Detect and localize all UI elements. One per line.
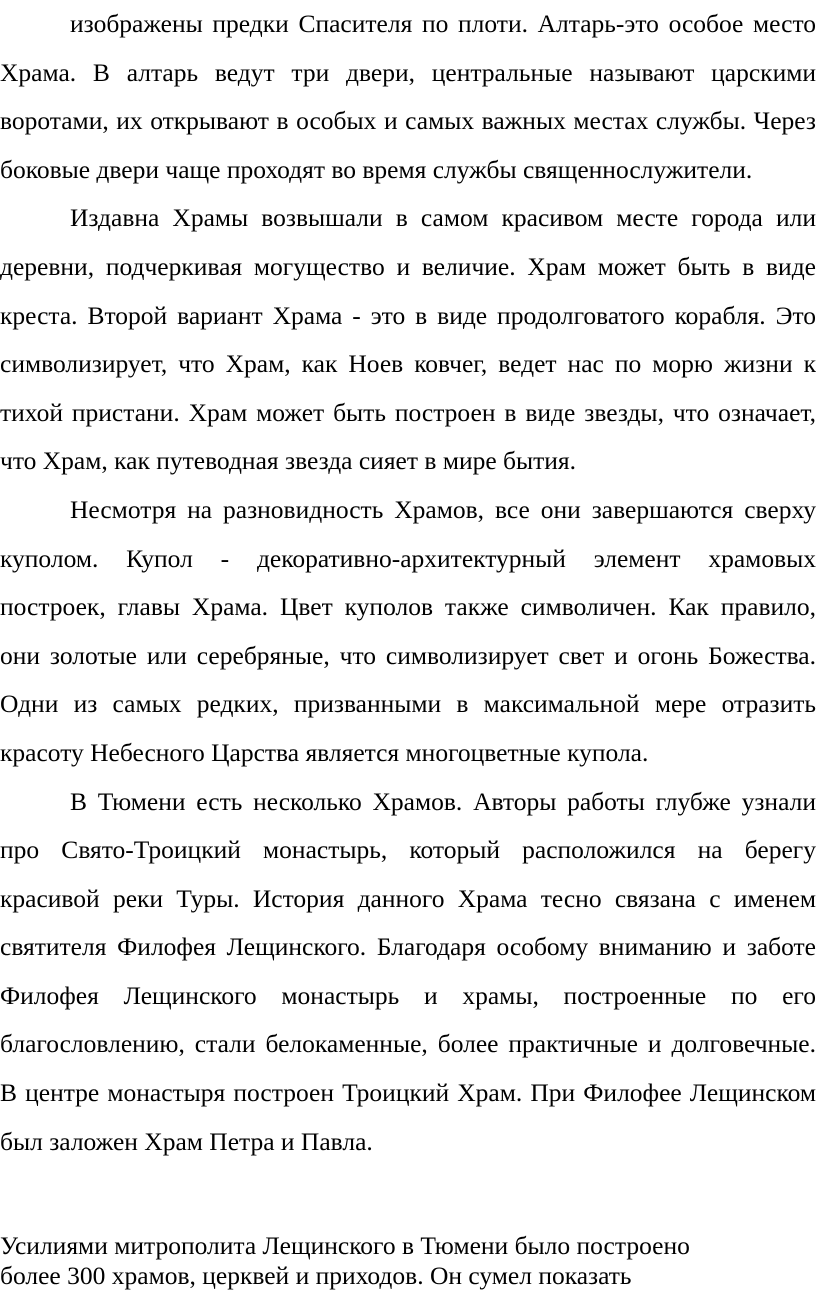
tail-line-1: Усилиями митрополита Лещинского в Тюмени было построено (0, 1231, 690, 1260)
paragraph-domes: Несмотря на разновидность Храмов, все они завершаются сверху куполом. Купол - декоративно-архитектурный элемент храмовых построек, главы Храма. Цвет куполов также символичен. Как правило, они золотые или серебряные, что символизирует свет и огонь Божества. Одни из самых редких, призванными в максимальной мере отразить красоту Небесного Царства является многоцветные купола. (0, 494, 816, 767)
paragraph-tyumen: В Тюмени есть несколько Храмов. Авторы работы глубже узнали про Свято-Троицкий монастырь, который расположился на берегу красивой реки Туры. История данного Храма тесно связана с именем святителя Филофея Лещинского. Благодаря особому вниманию и заботе Филофея Лещинского монастырь и храмы, построенные по его благословлению, стали белокаменные, более практичные и долговечные. В центре монастыря построен Троицкий Храм. При Филофее Лещинском был заложен Храм Петра и Павла. (0, 786, 816, 1156)
paragraph-temple-forms: Издавна Храмы возвышали в самом красивом месте города или деревни, подчеркивая могущество и величие. Храм может быть в виде креста. Второй вариант Храма - это в виде продолговатого корабля. Это символизирует, что Храм, как Ноев ковчег, ведет нас по морю жизни к тихой пристани. Храм может быть построен в виде звезды, что означает, что Храм, как путеводная звезда сияет в мире бытия. (0, 203, 816, 476)
tail-line-2: более 300 храмов, церквей и приходов. Он сумел показать (0, 1261, 632, 1290)
paragraph-altar: изображены предки Спасителя по плоти. Алтарь-это особое место Храма. В алтарь ведут три двери, центральные называют царскими воротами, их открывают в особых и самых важных местах службы. Через боковые двери чаще проходят во время службы священнослужители. (0, 9, 816, 184)
paragraph-tail (0, 1231, 816, 1291)
